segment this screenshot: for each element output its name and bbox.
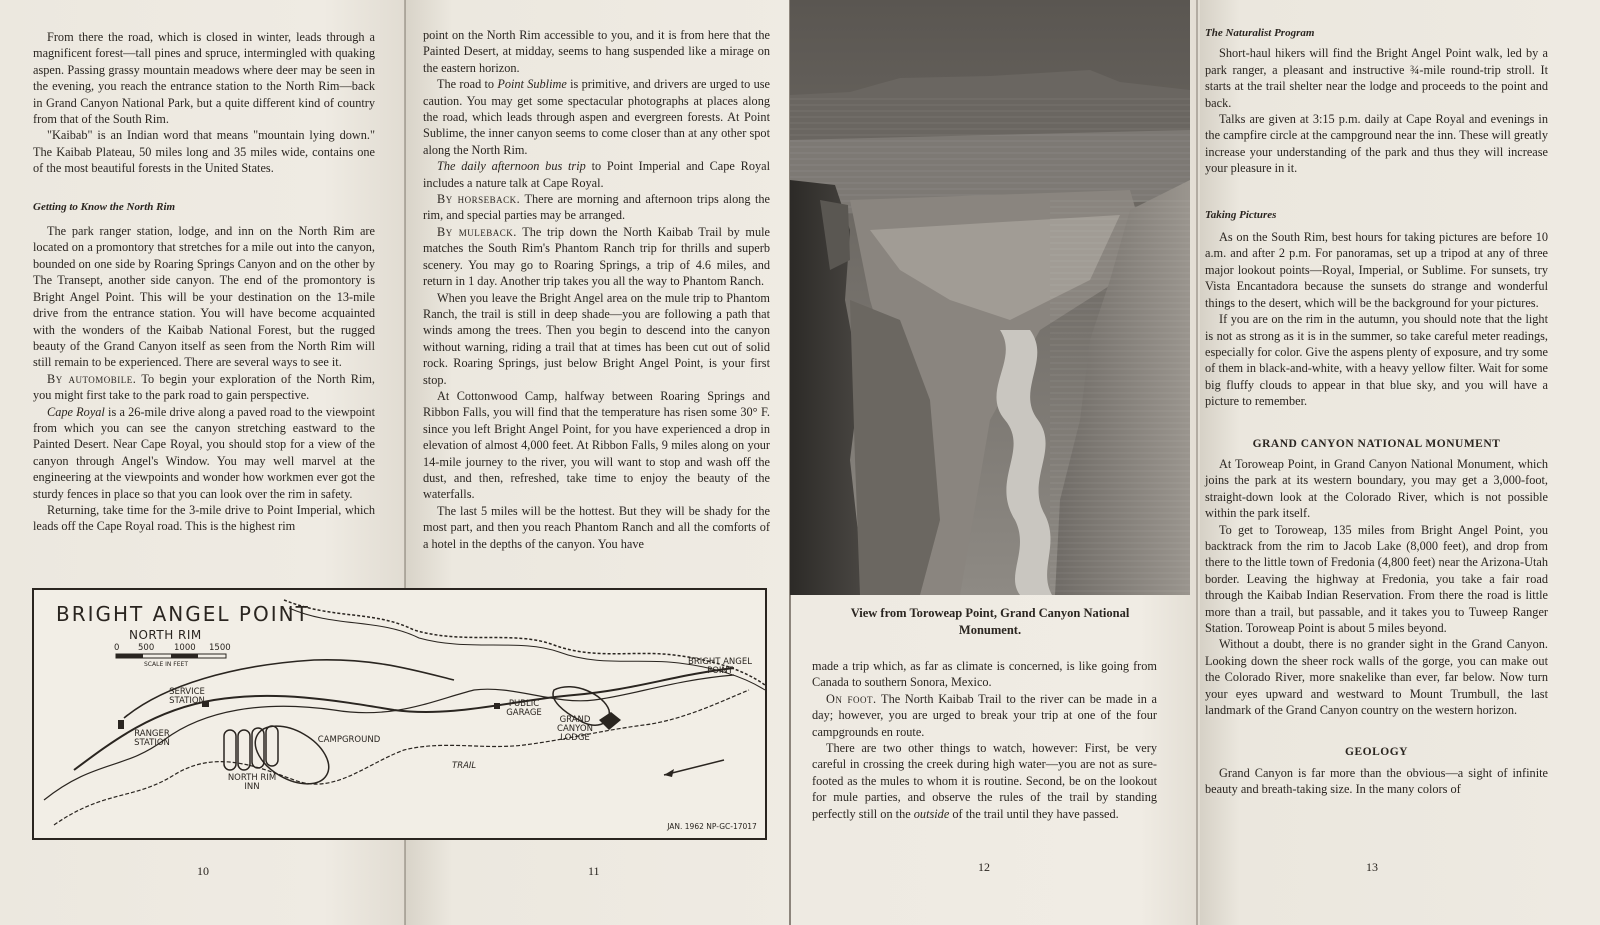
section-heading: The Naturalist Program (1205, 27, 1315, 39)
paragraph (423, 191, 770, 224)
map-label-grand-canyon-lodge: GRAND CANYON LODGE (557, 715, 593, 743)
paragraph: As on the South Rim, best hours for taking pictures are before 10 a.m. and after 2 p.m. For panoramas, set up a tripod at any of three major lookout points—Royal, Imperial, or Sublime. For sunsets, try Vista Encantadora because the sunsets do strange and wonderful things to the desert, which will be the background for your pictures. (1205, 230, 1548, 310)
paragraph: At Cottonwood Camp, halfway between Roaring Springs and Ribbon Falls, you will find that the temperature has risen some 30° F. since you left Bright Angel Point, for you have experienced a drop in elevation of almost 4,000 feet. At Ribbon Falls, 9 miles along on your 14-mile journey to the river, you will want to stop and wash off the dust, and then, refreshed, take time to enjoy the beauty of the waterfalls. (423, 388, 770, 502)
page-number: 10 (197, 864, 209, 878)
paragraph: To get to Toroweap, 135 miles from Bright Angel Point, you backtrack from the rim to Jacob Lake (8,000 feet), and drop from there to the little town of Fredonia (4,800 feet) near the Arizona-Utah border. Leaving the highway at Fredonia, you take a fair road through the Kaibab Indian Reservation. From there the road is little more than a trail, but passable, and it takes you to Tuweep Ranger Station. Toroweap Point is about 5 miles beyond. (1205, 522, 1548, 635)
scale-label: SCALE IN FEET (144, 661, 189, 668)
paragraph-text: To begin your exploration of the North Rim, you might first take to the park road to gain perspective. (33, 371, 375, 403)
paragraph-text: to Point Imperial and Cape Royal includes a nature talk at Cape Royal. (423, 159, 771, 190)
paragraph (423, 158, 770, 191)
scale-tick: 0 (114, 643, 120, 653)
section-heading: GEOLOGY (1345, 746, 1408, 759)
paragraph-text: There are morning and afternoon trips along the rim, and special parties may be arranged. (423, 192, 770, 223)
page-12-column (812, 658, 1157, 822)
map-label-trail: TRAIL (452, 761, 477, 771)
map-label-bright-angel-point: BRIGHT ANGEL POINT (688, 657, 752, 676)
paragraph-text: The road to (437, 77, 498, 92)
canyon-photo-image (790, 0, 1190, 595)
map-title: BRIGHT ANGEL POINT (56, 602, 310, 626)
scale-tick: 500 (138, 643, 155, 653)
paragraph: From there the road, which is closed in winter, leads through a magnificent forest—tall pines and spruce, intermingled with quaking aspen. Passing grassy mountain meadows where deer may be seen in the evening, you reach the entrance station to the North Rim—back in Grand Canyon National Park, but a quite different kind of country from that of the South Rim. (33, 30, 375, 127)
map-label-service-station: SERVICE STATION (169, 687, 205, 706)
bright-angel-point-map (32, 588, 767, 840)
paragraph-text: of the trail until they have passed. (949, 806, 1119, 821)
paragraph: At Toroweap Point, in Grand Canyon National Monument, which joins the park at its western boundary, you may get a 3,000-foot, straight-down look at the Colorado River, which is not possible within the park itself. (1205, 456, 1548, 521)
page-11-column (423, 27, 770, 552)
map-label-campground: CAMPGROUND (317, 735, 381, 745)
section-heading: Taking Pictures (1205, 208, 1277, 221)
paragraph: made a trip which, as far as climate is concerned, is like going from Canada to southern Sonora, Mexico. (812, 659, 1157, 690)
map-code: JAN. 1962 NP-GC-17017 (667, 822, 757, 831)
italic-term: Point Sublime (497, 77, 567, 92)
scale-tick: 1000 (174, 643, 196, 653)
paragraph-text: The North Kaibab Trail to the river can be made in a day; however, you are urged to break your trip at one of the four campgrounds en route. (812, 691, 1157, 739)
paragraph: Short-haul hikers will find the Bright Angel Point walk, led by a park ranger, a pleasant and instructive ¾-mile round-trip stroll. It starts at the trail shelter near the lodge and proceeds to the point and back. (1205, 46, 1548, 110)
paragraph: The last 5 miles will be the hottest. But they will be shady for the most part, and then you reach Phantom Ranch and all the comforts of a hotel in the depths of the canyon. You have (423, 503, 770, 551)
paragraph: If you are on the rim in the autumn, you should note that the light is not as strong as it is in the summer, so take careful meter readings, especially for color. Give the aspens plenty of exposure, and try some of them in black-and-white, with a heavy yellow filter. Wait for some big fluffy clouds to appear in that blue sky, and you will have a picture to remember. (1205, 312, 1548, 409)
run-in-heading: By horseback. (437, 192, 521, 207)
map-label-public-garage: PUBLIC GARAGE (506, 699, 542, 718)
page-fold (1196, 0, 1198, 925)
run-in-heading: By automobile. (47, 371, 137, 386)
paragraph (812, 740, 1157, 822)
map-label-ranger-station: RANGER STATION (134, 729, 170, 748)
run-in-heading: By muleback. (437, 224, 517, 239)
photo-caption: View from Toroweap Point, Grand Canyon National Monument. (850, 606, 1130, 637)
page-number: 13 (1366, 860, 1378, 874)
paragraph: Grand Canyon is far more than the obvious—a sight of infinite beauty and breath-taking size. In the many colors of (1205, 765, 1548, 797)
paragraph: When you leave the Bright Angel area on the mule trip to Phantom Ranch, the trail is still in deep shade—you are following a path that winds among the trees. Then you begin to descend into the canyon without warning, riding a trail that at times has been cut out of solid rock. Roaring Springs, just below Bright Angel Point, is your first stop. (423, 290, 770, 387)
paragraph: The park ranger station, lodge, and inn on the North Rim are located on a promontory that stretches for a mile out into the canyon, bounded on one side by Roaring Springs Canyon and on the other by The Transept, another side canyon. The end of the promontory is Bright Angel Point. This will be your destination on the 13-mile drive from the entrance station. You will have become acquainted with the wonders of the Kaibab National Forest, but the rugged beauty of the Grand Canyon itself as seen from the North Rim will still remain to be experienced. There are several ways to see it. (33, 224, 375, 370)
paragraph (812, 691, 1157, 740)
section-heading: Getting to Know the North Rim (33, 200, 176, 213)
paragraph: "Kaibab" is an Indian word that means "mountain lying down." The Kaibab Plateau, 50 miles long and 35 miles wide, contains one of the most beautiful forests in the United States. (33, 128, 375, 176)
section-heading: GRAND CANYON NATIONAL MONUMENT (1252, 437, 1501, 450)
paragraph (423, 76, 770, 158)
italic-term: outside (913, 806, 950, 821)
paragraph (33, 371, 375, 404)
paragraph: Talks are given at 3:15 p.m. daily at Cape Royal and evenings in the campfire circle at the campground near the inn. These will greatly increase your understanding of the park and thus they will increase your pleasure in it. (1205, 112, 1548, 176)
page-13-column (1205, 25, 1548, 798)
map-label-north-rim-inn: NORTH RIM INN (227, 773, 277, 792)
page-number: 11 (588, 864, 600, 878)
page-13 (1200, 0, 1600, 925)
paragraph: Returning, take time for the 3-mile drive to Point Imperial, which leads off the Cape Royal road. This is the highest rim (33, 502, 375, 534)
paragraph: Without a doubt, there is no grander sight in the Grand Canyon. Looking down the sheer rock walls of the gorge, you can make out the Colorado River, more snakelike than ever, far below. Now turn your eyes upward and westward to Mount Trumbull, the last landmark of the Grand Canyon country on the western horizon. (1205, 637, 1548, 718)
paragraph: point on the North Rim accessible to you, and it is from here that the Painted Desert, at midday, seems to hang suspended like a mirage on the eastern horizon. (423, 28, 770, 75)
canyon-photograph (790, 0, 1190, 595)
paragraph-text: The trip down the North Kaibab Trail by mule matches the South Rim's Phantom Ranch trip for thrills and superb scenery. You may go to Roaring Springs, a trip of 4.6 miles, and return in 1 day. Another trip takes you all the way to Phantom Ranch. (423, 224, 770, 289)
italic-term: Cape Royal (47, 404, 105, 419)
paragraph-text: is primitive, and drivers are urged to use caution. You may get some spectacular photographs at places along the road, which leads through aspen and evergreen forests. At Point Sublime, the inner canyon seems to come closer than at any other spot along the North Rim. (423, 77, 770, 157)
italic-term: The daily afternoon bus trip (437, 159, 586, 174)
scale-tick: 1500 (209, 643, 231, 653)
map-subtitle: NORTH RIM (129, 628, 202, 642)
paragraph (33, 404, 375, 502)
paragraph (423, 224, 770, 290)
page-10-column (33, 29, 375, 535)
paragraph-text: is a 26-mile drive along a paved road to the viewpoint from which you can see the canyon stretching eastward to the Painted Desert. Near Cape Royal, you should stop for a view of the canyon through Angel's Window. You may well marvel at the engineering at the viewpoints and wonder how workmen ever got the sturdy fences in place so that you can look over the rim in safety. (33, 404, 375, 501)
page-number: 12 (978, 860, 990, 874)
paragraph-text: There are two other things to watch, however: First, be very careful in crossing the creek during high water—you are not as sure-footed as the mules to whom it is routine. Second, be on the lookout for mule parties, and observe the rules of the trail by standing perfectly still on the (812, 741, 1157, 821)
run-in-heading: On foot. (826, 691, 877, 706)
